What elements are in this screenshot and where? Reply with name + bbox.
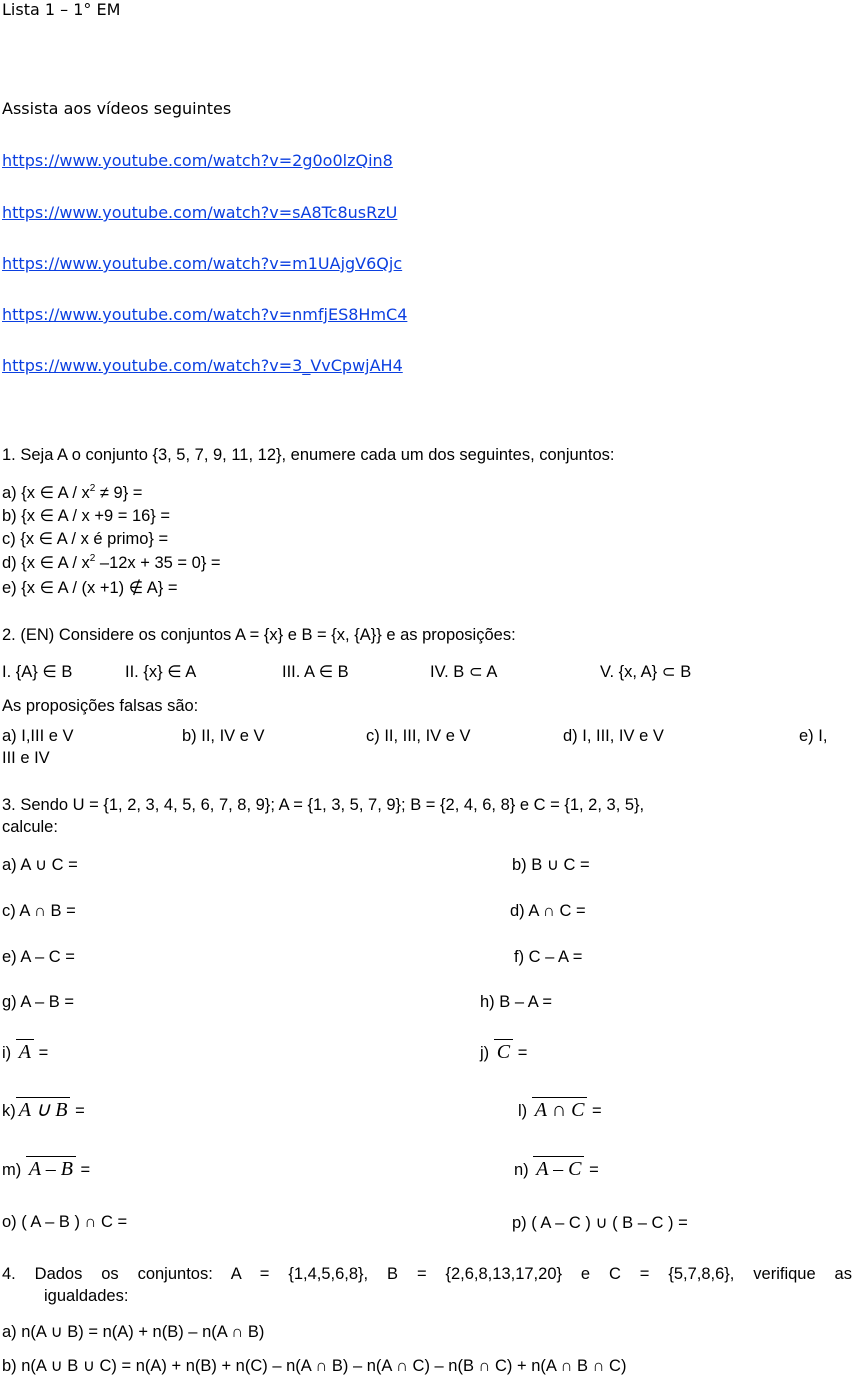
q3-item-n-label: n) <box>514 1161 529 1179</box>
q2-option-c: c) II, III, IV e V <box>366 727 471 745</box>
q2-option-b: b) II, IV e V <box>182 727 265 745</box>
q2-statement: 2. (EN) Considere os conjuntos A = {x} e B = {x, {A}} e as proposições: <box>2 626 516 644</box>
q1-item-a-exp: 2 <box>89 483 96 494</box>
q3-item-n-complement: A – C <box>533 1156 584 1179</box>
q4-item-a: a) n(A ∪ B) = n(A) + n(B) – n(A ∩ B) <box>2 1323 265 1341</box>
q3-item-e: e) A – C = <box>2 948 75 966</box>
q3-item-k <box>2 1097 85 1121</box>
q3-item-f: f) C – A = <box>514 948 583 966</box>
page-title: Lista 1 – 1° EM <box>2 0 121 19</box>
q2-question: As proposições falsas são: <box>2 697 199 715</box>
q4-item-b: b) n(A ∪ B ∪ C) = n(A) + n(B) + n(C) – n(A ∩ B) – n(A ∩ C) – n(B ∩ C) + n(A ∩ B ∩ C) <box>2 1357 627 1375</box>
q2-option-e-continued: III e IV <box>2 749 50 767</box>
q2-prop-1: I. {A} ∈ B <box>2 663 73 681</box>
video-link-2[interactable]: https://www.youtube.com/watch?v=sA8Tc8usRzU <box>2 203 398 222</box>
q3-item-l-complement: A ∩ C <box>532 1097 588 1120</box>
q1-item-a-post: ≠ 9} = <box>95 484 143 502</box>
videos-intro: Assista aos vídeos seguintes <box>2 99 232 118</box>
q1-statement: 1. Seja A o conjunto {3, 5, 7, 9, 11, 12}, enumere cada um dos seguintes, conjuntos: <box>2 446 615 464</box>
q2-prop-3: III. A ∈ B <box>282 663 349 681</box>
q2-option-a: a) I,III e V <box>2 727 74 745</box>
video-link-4[interactable]: https://www.youtube.com/watch?v=nmfjES8HmC4 <box>2 305 408 324</box>
q3-item-b: b) B ∪ C = <box>512 856 590 874</box>
q1-item-a-pre: a) {x ∈ A / x <box>2 484 90 502</box>
q3-item-i-label: i) <box>2 1044 12 1062</box>
q1-item-d-exp: 2 <box>89 553 96 564</box>
q2-option-d: d) I, III, IV e V <box>563 727 664 745</box>
q3-item-i <box>2 1039 48 1063</box>
q1-item-b: b) {x ∈ A / x +9 = 16} = <box>2 507 171 525</box>
q3-item-c: c) A ∩ B = <box>2 902 76 920</box>
q3-item-j-equals: = <box>517 1044 528 1062</box>
q3-item-o: o) ( A – B ) ∩ C = <box>2 1213 128 1231</box>
q3-statement-cont: calcule: <box>2 818 58 836</box>
q1-item-c: c) {x ∈ A / x é primo} = <box>2 530 169 548</box>
q2-option-e: e) I, <box>799 727 828 745</box>
video-link-3[interactable]: https://www.youtube.com/watch?v=m1UAjgV6Qjc <box>2 254 403 273</box>
video-link-5[interactable]: https://www.youtube.com/watch?v=3_VvCpwjAH4 <box>2 356 403 375</box>
q3-item-i-equals: = <box>38 1044 49 1062</box>
q3-item-n-equals: = <box>589 1161 599 1179</box>
q3-item-g: g) A – B = <box>2 993 75 1011</box>
q3-item-p: p) ( A – C ) ∪ ( B – C ) = <box>512 1214 688 1232</box>
q1-item-a <box>2 483 142 503</box>
q3-item-a: a) A ∪ C = <box>2 856 78 874</box>
q1-item-d-post: –12x + 35 = 0} = <box>95 554 221 572</box>
q3-item-m-complement: A – B <box>26 1156 76 1179</box>
q3-item-j <box>480 1039 527 1063</box>
q4-statement-cont: igualdades: <box>44 1287 129 1305</box>
q4-statement: 4. Dados os conjuntos: A = {1,4,5,6,8}, B = {2,6,8,13,17,20} e C = {5,7,8,6}, verifique as <box>2 1265 852 1283</box>
q2-prop-5: V. {x, A} ⊂ B <box>600 663 692 681</box>
video-link-1[interactable]: https://www.youtube.com/watch?v=2g0o0lzQin8 <box>2 151 393 170</box>
q3-item-k-complement: A ∪ B <box>16 1097 71 1120</box>
q2-prop-4: IV. B ⊂ A <box>430 663 498 681</box>
q3-item-k-label: k) <box>2 1102 16 1120</box>
q3-item-h: h) B – A = <box>480 993 553 1011</box>
q3-statement: 3. Sendo U = {1, 2, 3, 4, 5, 6, 7, 8, 9}; A = {1, 3, 5, 7, 9}; B = {2, 4, 6, 8} e C = {1, 2, 3, 5}, <box>2 796 645 814</box>
q3-item-m <box>2 1156 90 1180</box>
q1-item-d-pre: d) {x ∈ A / x <box>2 554 90 572</box>
q3-item-k-equals: = <box>75 1102 85 1120</box>
q3-item-l-label: l) <box>518 1102 528 1120</box>
q3-item-d: d) A ∩ C = <box>510 902 586 920</box>
q2-prop-2: II. {x} ∈ A <box>125 663 197 681</box>
q3-item-l-equals: = <box>592 1102 602 1120</box>
q3-item-n <box>514 1156 599 1180</box>
q3-item-i-complement: A <box>16 1039 34 1062</box>
q3-item-m-label: m) <box>2 1161 22 1179</box>
q1-item-d <box>2 553 221 573</box>
q3-item-j-label: j) <box>480 1044 490 1062</box>
q3-item-j-complement: C <box>494 1039 513 1062</box>
q3-item-m-equals: = <box>80 1161 91 1179</box>
q3-item-l <box>518 1097 602 1121</box>
q1-item-e: e) {x ∈ A / (x +1) ∉ A} = <box>2 579 178 597</box>
